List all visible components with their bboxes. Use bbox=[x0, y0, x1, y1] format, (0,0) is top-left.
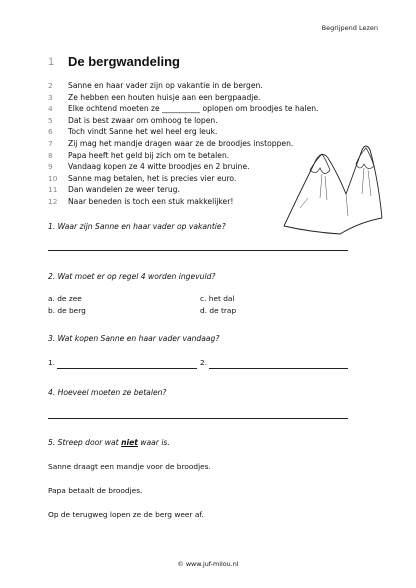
story-line bbox=[48, 161, 308, 173]
story-line bbox=[48, 150, 308, 162]
question-5-post: waar is. bbox=[137, 438, 170, 447]
question-5-pre: 5. Streep door wat bbox=[48, 438, 122, 447]
line-text: Sanne en haar vader zijn op vakantie in de bergen. bbox=[68, 81, 263, 90]
statement-3[interactable]: Op de terugweg lopen ze de berg weer af. bbox=[48, 510, 204, 519]
line-text: Papa heeft het geld bij zich om te betalen. bbox=[68, 150, 230, 160]
answer-line-3b[interactable] bbox=[209, 368, 348, 369]
line-number: 9 bbox=[48, 162, 53, 172]
line-text: Naar beneden is toch een stuk makkelijker! bbox=[68, 196, 234, 206]
line-number: 8 bbox=[48, 150, 53, 160]
story-line bbox=[48, 138, 308, 150]
line-text: Dan wandelen ze weer terug. bbox=[68, 185, 180, 195]
page-title: De bergwandeling bbox=[68, 54, 180, 69]
story-line bbox=[48, 184, 308, 196]
option-a[interactable]: a. de zee bbox=[48, 294, 82, 303]
line-text: Sanne mag betalen, het is precies vier euro. bbox=[68, 173, 237, 183]
story-line bbox=[48, 115, 308, 127]
blank-1-label: 1. bbox=[48, 358, 56, 367]
statement-2[interactable]: Papa betaalt de broodjes. bbox=[48, 486, 143, 495]
line-text: Vandaag kopen ze 4 witte broodjes en 2 bruine. bbox=[68, 162, 250, 172]
answer-line-4[interactable] bbox=[48, 418, 348, 419]
question-5-emphasis: niet bbox=[121, 438, 138, 447]
line-number: 6 bbox=[48, 127, 53, 137]
answer-line-1[interactable] bbox=[48, 250, 348, 251]
option-c[interactable]: c. het dal bbox=[200, 294, 235, 303]
title-line-number: 1 bbox=[48, 56, 55, 68]
page-header: Begrijpend Lezen bbox=[321, 24, 378, 32]
statement-1[interactable]: Sanne draagt een mandje voor de broodjes. bbox=[48, 462, 211, 471]
story-line bbox=[48, 196, 308, 208]
story-line bbox=[48, 92, 308, 104]
page-footer: © www.juf-milou.nl bbox=[177, 560, 239, 568]
story-line bbox=[48, 103, 319, 115]
story-line bbox=[48, 173, 308, 185]
line-text: Toch vindt Sanne het wel heel erg leuk. bbox=[68, 127, 218, 137]
option-d[interactable]: d. de trap bbox=[200, 306, 237, 315]
story-line bbox=[48, 80, 308, 92]
question-5 bbox=[48, 438, 170, 447]
line-text: Dat is best zwaar om omhoog te lopen. bbox=[68, 115, 218, 125]
question-2: 2. Wat moet er op regel 4 worden ingevuld? bbox=[48, 272, 216, 281]
line-number: 3 bbox=[48, 92, 53, 102]
line-text: Ze hebben een houten huisje aan een bergpaadje. bbox=[68, 92, 261, 102]
line-number: 2 bbox=[48, 81, 53, 90]
line-number: 11 bbox=[48, 185, 58, 195]
question-3: 3. Wat kopen Sanne en haar vader vandaag? bbox=[48, 334, 220, 343]
story-lines bbox=[48, 80, 319, 208]
question-1: 1. Waar zijn Sanne en haar vader op vakantie? bbox=[48, 222, 226, 231]
line-text: Zij mag het mandje dragen waar ze de broodjes instoppen. bbox=[68, 138, 294, 148]
line-text: Elke ochtend moeten ze __________ oplopen om broodjes te halen. bbox=[68, 104, 319, 114]
mountains-illustration bbox=[280, 138, 384, 238]
question-4: 4. Hoeveel moeten ze betalen? bbox=[48, 388, 167, 397]
answer-line-3a[interactable] bbox=[57, 368, 197, 369]
line-number: 12 bbox=[48, 196, 58, 206]
line-number: 4 bbox=[48, 104, 53, 114]
line-number: 7 bbox=[48, 138, 53, 148]
blank-2-label: 2. bbox=[200, 358, 208, 367]
line-number: 10 bbox=[48, 173, 58, 183]
story-line bbox=[48, 126, 308, 138]
line-number: 5 bbox=[48, 115, 53, 125]
option-b[interactable]: b. de berg bbox=[48, 306, 86, 315]
